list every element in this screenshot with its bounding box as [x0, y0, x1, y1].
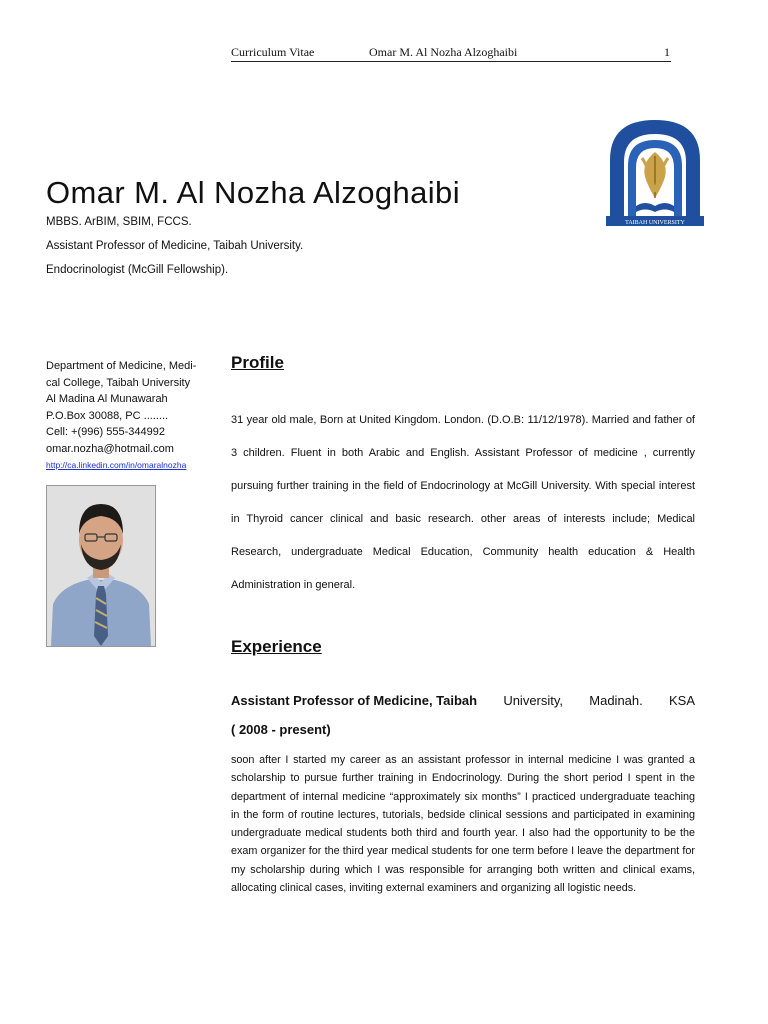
header-doc-type: Curriculum Vitae: [231, 45, 315, 59]
contact-phone: Cell: +(996) 555-344992: [46, 426, 165, 438]
credentials: MBBS. ArBIM, SBIM, FCCS.: [46, 216, 192, 228]
contact-block: [46, 358, 206, 474]
profile-photo: [46, 485, 156, 647]
header-name: Omar M. Al Nozha Alzoghaibi: [369, 45, 518, 59]
specialty: Endocrinologist (McGill Fellowship).: [46, 264, 229, 276]
contact-email: omar.nozha@hotmail.com: [46, 442, 174, 455]
profile-heading: Profile: [231, 353, 284, 372]
position: Assistant Professor of Medicine, Taibah University.: [46, 240, 304, 252]
job-dates: ( 2008 - present): [231, 722, 331, 737]
logo-text: TAIBAH UNIVERSITY: [625, 220, 685, 226]
linkedin-link[interactable]: http://ca.linkedin.com/in/omaralnozha: [46, 460, 187, 470]
contact-address-line: P.O.Box 30088, PC ........: [46, 409, 169, 422]
contact-address-line: Department of Medicine, Medi-: [46, 360, 197, 372]
profile-text: 31 year old male, Born at United Kingdom. London. (D.O.B: 11/12/1978). Married and father of 3 children. Fluent in both Arabic and English. Assistant Professor of medicine , currently pursuing further training in the field of Endocrinology at McGill University. With special interest in Thyroid cancer clinical and basic research. other areas of interests include; Medical Research, undergraduate Medical Education, Community health education & Health Administration in general.: [231, 414, 695, 591]
job-description: soon after I started my career as an assistant professor in internal medicine I was granted a scholarship to pursue further training in Endocrinology. During the short period I spent in the department of internal medicine “approximately six months” I practiced undergraduate teaching in the form of routine lectures, tutorials, bedside clinical sessions and participated in examining undergraduate medical students both third and fourth year. I also had the opportunity to be the exam organizer for the third year medical students for one term before I leave the department for my scholarship during which I was responsible for arranging both written and clinical exams, allocating clinical cases, inviting external examiners and organizing all logistic needs.: [231, 754, 695, 895]
header-page-number: 1: [664, 45, 670, 59]
job-country: KSA: [668, 693, 695, 708]
experience-heading: Experience: [231, 637, 322, 656]
contact-address-line: Al Madina Al Munawarah: [46, 393, 168, 405]
job-location: Madinah.: [589, 693, 643, 708]
job-title-institution: University,: [503, 693, 564, 708]
contact-address-line: cal College, Taibah University: [46, 376, 191, 389]
job-title: [231, 693, 695, 708]
university-logo: [600, 112, 710, 230]
person-name: Omar M. Al Nozha Alzoghaibi: [46, 175, 460, 210]
page-header: [231, 45, 671, 62]
job-title-bold: Assistant Professor of Medicine, Taibah: [231, 693, 478, 708]
